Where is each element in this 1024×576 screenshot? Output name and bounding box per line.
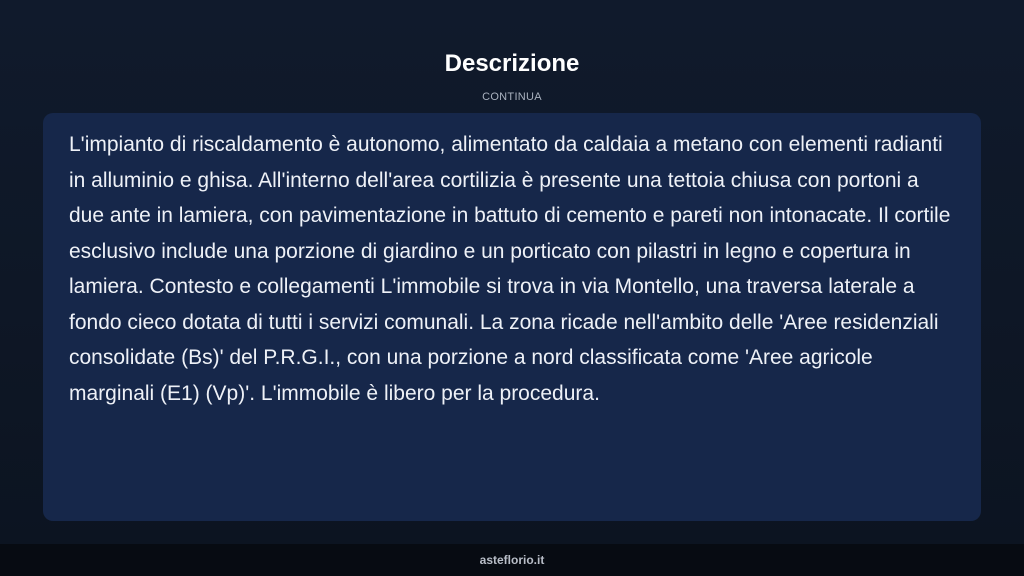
page-title: Descrizione [444, 50, 580, 77]
description-card [43, 113, 981, 521]
description-text: L'impianto di riscaldamento è autonomo, alimentato da caldaia a metano con elementi radianti in alluminio e ghisa. All'interno dell'area cortilizia è presente una tettoia chiusa con portoni a due ante in lamiera, con pavimentazione in battuto di cemento e pareti non intonacate. Il cortile esclusivo include una porzione di giardino e un porticato con pilastri in legno e copertura in lamiera. Contesto e collegamenti L'immobile si trova in via Montello, una traversa laterale a fondo cieco dotata di tutti i servizi comunali. La zona ricade nell'ambito delle 'Aree residenziali consolidate (Bs)' del P.R.G.I., con una porzione a nord classificata come 'Aree agricole marginali (E1) (Vp)'. L'immobile è libero per la procedura. [69, 133, 951, 405]
page-subtitle: CONTINUA [482, 91, 542, 103]
footer-site-label: asteflorio.it [0, 544, 1024, 576]
